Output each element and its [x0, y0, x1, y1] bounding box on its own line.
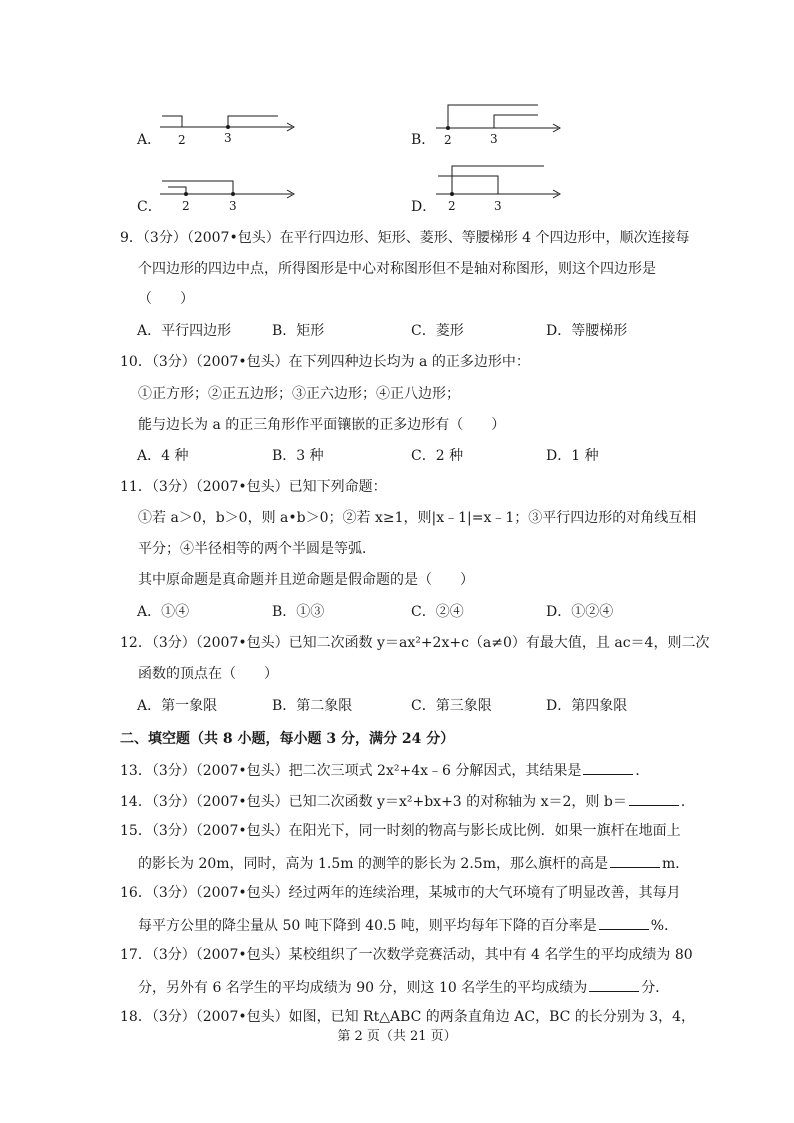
q9-option-c: C．菱形 — [411, 323, 464, 339]
q10-line1: 10．（3分）（2007•包头）在下列四种边长均为 a 的正多边形中： — [120, 354, 530, 370]
q16-line2 — [138, 915, 678, 935]
option-a-label: A． — [137, 132, 162, 148]
q16-line1: 16．（3分）（2007•包头）经过两年的连续治理，某城市的大气环境有了明显改善，其每月 — [120, 885, 681, 901]
q15-end: m． — [661, 856, 690, 872]
q9-option-a: A．平行四边形 — [137, 323, 232, 339]
q13-text: 13．（3分）（2007•包头）把二次三项式 2x²+4x﹣6 分解因式，其结果是 — [120, 763, 582, 779]
answer-blank[interactable] — [583, 760, 633, 775]
q15-line2 — [138, 853, 689, 873]
q17-text: 分，另外有 6 名学生的平均成绩为 90 分，则这 10 名学生的平均成绩为 — [138, 980, 588, 996]
answer-blank[interactable] — [629, 791, 679, 806]
option-c-label: C． — [137, 199, 162, 215]
q11-line2: ①若 a＞0，b＞0，则 a•b＞0；②若 x≥1，则|x﹣1|=x﹣1；③平行四边形的对角线互相 — [138, 510, 697, 526]
q10-option-b: B．3 种 — [272, 448, 324, 464]
q10-option-c: C．2 种 — [411, 448, 464, 464]
q17-line2 — [138, 977, 669, 997]
q9-option-b: B．矩形 — [272, 323, 325, 339]
number-line-d — [436, 162, 566, 202]
q11-line4: 其中原命题是真命题并且逆命题是假命题的是（ ） — [138, 572, 474, 588]
q16-end: %． — [650, 918, 679, 934]
q9-line2: 个四边形的四边中点，所得图形是中心对称图形但不是轴对称图形，则这个四边形是 — [138, 261, 656, 277]
q12-option-d: D．第四象限 — [546, 698, 628, 714]
q17-end: 分． — [641, 980, 670, 996]
tick-3: 3 — [490, 132, 498, 146]
tick-3: 3 — [494, 199, 502, 213]
q11-option-a: A．①④ — [137, 604, 190, 620]
option-b-label: B． — [411, 132, 436, 148]
answer-blank[interactable] — [610, 853, 660, 868]
q12-option-b: B．第二象限 — [272, 698, 353, 714]
q18-line1: 18．（3分）（2007•包头）如图，已知 Rt△ABC 的两条直角边 AC，BC 的长分别为 3，4， — [120, 1009, 696, 1025]
q16-text: 每平方公里的降尘量从 50 吨下降到 40.5 吨，则平均每年下降的百分率是 — [138, 918, 597, 934]
q12-option-c: C．第三象限 — [411, 698, 492, 714]
q17-line1: 17．（3分）（2007•包头）某校组织了一次数学竞赛活动，其中有 4 名学生的平均成绩为 80 — [120, 947, 693, 963]
tick-3: 3 — [229, 199, 237, 213]
q9-line1: 9．（3分）（2007•包头）在平行四边形、矩形、菱形、等腰梯形 4 个四边形中，顺次连接每 — [120, 230, 690, 246]
tick-2: 2 — [448, 199, 456, 213]
q14-end: ． — [680, 794, 695, 810]
number-line-b — [436, 100, 566, 140]
answer-blank[interactable] — [599, 915, 649, 930]
q10-line3: 能与边长为 a 的正三角形作平面镶嵌的正多边形有（ ） — [138, 417, 506, 433]
q11-option-c: C．②④ — [411, 604, 464, 620]
tick-2: 2 — [444, 133, 452, 147]
page-footer: 第 2 页（共 21 页） — [337, 1029, 457, 1044]
q13-line — [120, 760, 649, 780]
q14-text: 14．（3分）（2007•包头）已知二次函数 y＝x²+bx+3 的对称轴为 x＝2，则 b＝ — [120, 794, 627, 810]
q14-line — [120, 791, 695, 811]
q10-option-a: A．4 种 — [137, 448, 189, 464]
q10-option-d: D．1 种 — [546, 448, 599, 464]
q11-option-d: D．①②④ — [546, 604, 614, 620]
q12-line1: 12．（3分）（2007•包头）已知二次函数 y＝ax²+2x+c（a≠0）有最大值，且 ac＝4，则二次 — [120, 635, 710, 651]
q11-line3: 平分；④半径相等的两个半圆是等弧． — [138, 541, 376, 557]
q15-line1: 15．（3分）（2007•包头）在阳光下，同一时刻的物高与影长成比例．如果一旗杆在地面上 — [120, 823, 681, 839]
q10-line2: ①正方形；②正五边形；③正六边形；④正八边形； — [138, 386, 460, 402]
section-heading: 二、填空题（共 8 小题，每小题 3 分，满分 24 分） — [120, 731, 455, 747]
option-d-label: D． — [411, 199, 437, 215]
q12-line2: 函数的顶点在（ ） — [138, 666, 278, 682]
q15-text: 的影长为 20m，同时，高为 1.5m 的测竿的影长为 2.5m，那么旗杆的高是 — [138, 856, 608, 872]
answer-blank[interactable] — [589, 977, 639, 992]
tick-3: 3 — [224, 131, 232, 145]
q11-option-b: B．①③ — [272, 604, 325, 620]
q9-line3: （ ） — [138, 291, 194, 307]
q9-option-d: D．等腰梯形 — [546, 323, 628, 339]
q11-line1: 11．（3分）（2007•包头）已知下列命题： — [120, 479, 387, 495]
tick-2: 2 — [182, 199, 190, 213]
q13-end: ． — [635, 763, 650, 779]
tick-2: 2 — [178, 133, 186, 147]
q12-option-a: A．第一象限 — [137, 698, 218, 714]
